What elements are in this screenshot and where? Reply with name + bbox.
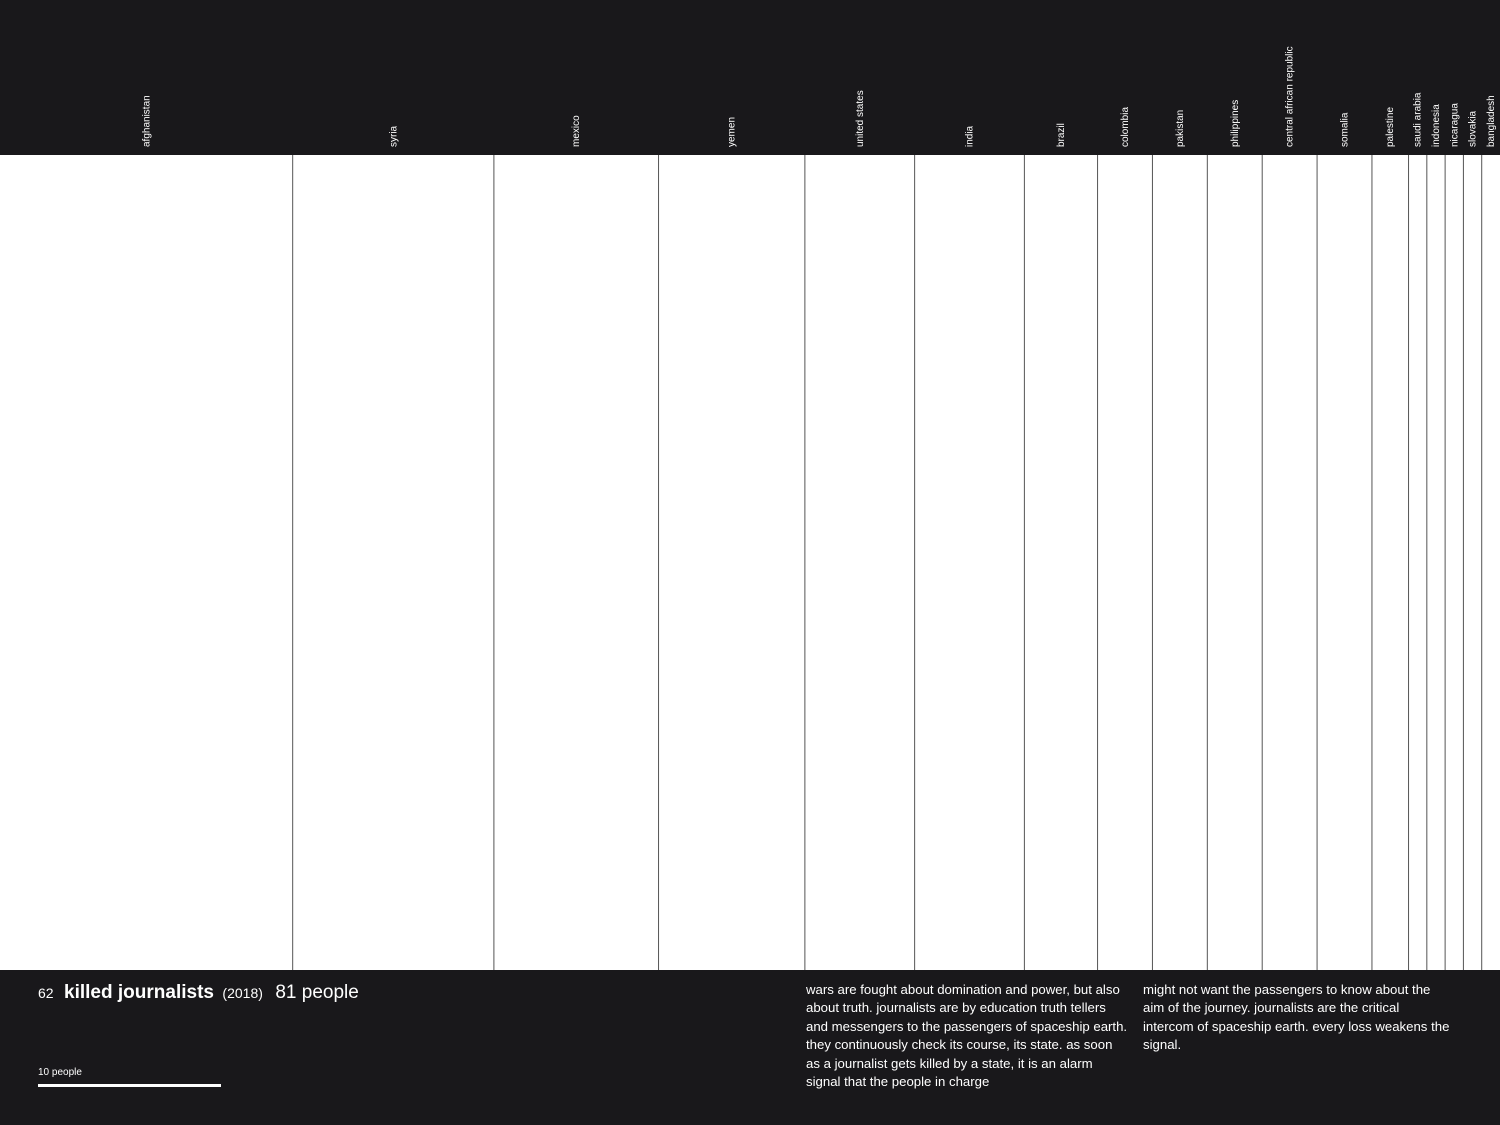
category-label-nicaragua: nicaragua xyxy=(1449,103,1461,147)
category-label-pakistan: pakistan xyxy=(1174,109,1186,147)
category-label-central-african-republic: central african republic xyxy=(1284,46,1296,147)
category-label-colombia: colombia xyxy=(1120,106,1131,147)
category-label-united-states: united states xyxy=(854,90,866,147)
scale-legend-label: 10 people xyxy=(38,1067,82,1078)
description-column-1: wars are fought about domination and power, but also about truth. journalists are by education truth tellers and messengers to the passengers of spaceship earth. they continuously check its course, its state. as soon as a journalist gets killed by a state, it is an alarm signal that the people in charge xyxy=(806,982,1128,1090)
category-label-palestine: palestine xyxy=(1385,106,1397,147)
category-label-brazil: brazil xyxy=(1055,123,1067,147)
bar-palestine xyxy=(1372,155,1409,970)
scale-legend-bar xyxy=(38,1084,221,1087)
total-count: 81 people xyxy=(275,982,359,1003)
bar-indonesia xyxy=(1427,155,1445,970)
category-label-india: india xyxy=(964,125,976,147)
bar-brazil xyxy=(1024,155,1097,970)
bar-central-african-republic xyxy=(1262,155,1317,970)
bar-somalia xyxy=(1317,155,1372,970)
category-label-philippines: philippines xyxy=(1229,99,1241,147)
bar-saudi-arabia xyxy=(1409,155,1427,970)
bar-slovakia xyxy=(1463,155,1481,970)
page-number: 62 xyxy=(38,985,54,1001)
category-label-somalia: somalia xyxy=(1339,112,1351,147)
category-label-saudi-arabia: saudi arabia xyxy=(1412,92,1424,147)
description-column-2: might not want the passengers to know about the aim of the journey. journalists are the critical intercom of spaceship earth. every loss weakens the signal. xyxy=(1143,982,1450,1053)
chart-year: (2018) xyxy=(222,985,263,1001)
bar-india xyxy=(915,155,1025,970)
category-label-indonesia: indonesia xyxy=(1430,104,1442,147)
bar-philippines xyxy=(1207,155,1262,970)
chart-title-line xyxy=(38,982,359,1004)
category-label-syria: syria xyxy=(388,125,400,147)
category-label-bangladesh: bangladesh xyxy=(1485,95,1497,147)
bar-colombia xyxy=(1098,155,1153,970)
bar-mexico xyxy=(494,155,659,970)
bar-yemen xyxy=(659,155,805,970)
category-label-mexico: mexico xyxy=(571,115,583,147)
bar-nicaragua xyxy=(1445,155,1463,970)
bar-united-states xyxy=(805,155,915,970)
bar-pakistan xyxy=(1152,155,1207,970)
bar-syria xyxy=(293,155,494,970)
chart-title: killed journalists xyxy=(64,982,214,1003)
category-label-afghanistan: afghanistan xyxy=(141,95,153,147)
bar-bangladesh xyxy=(1482,155,1500,970)
category-label-slovakia: slovakia xyxy=(1467,110,1479,147)
bar-afghanistan xyxy=(0,155,293,970)
category-label-yemen: yemen xyxy=(726,116,738,147)
